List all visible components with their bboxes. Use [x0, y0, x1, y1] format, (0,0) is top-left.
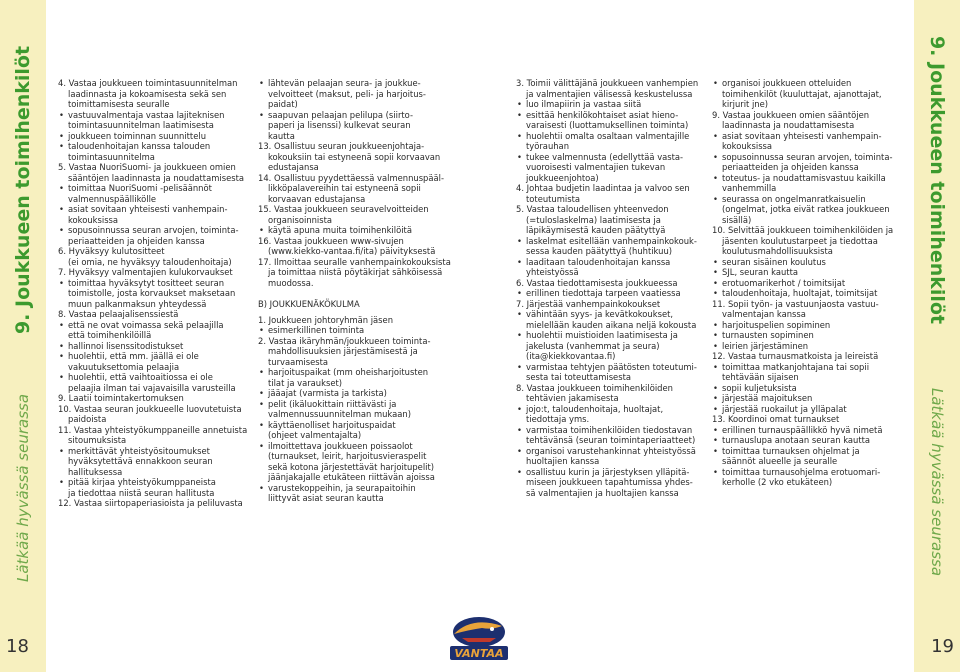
- slogan-right: Lätkää hyvässä seurassa: [928, 387, 946, 577]
- bullet-item: • vastuuvalmentaja vastaa lajiteknisen: [58, 110, 247, 121]
- bullet-item: • seuran sisäinen koulutus: [712, 257, 893, 268]
- bullet-item: • toimittaa turnausohjelma erotuomari-: [712, 467, 893, 478]
- bullet-item: • harjoituspelien sopiminen: [712, 320, 893, 331]
- text-line: sessa kauden päätyttyä (huhtikuu): [526, 246, 673, 256]
- team-logo: [442, 612, 516, 664]
- text-line: toimistolle, josta korvaukset maksetaan: [68, 288, 236, 298]
- text-column-4: [712, 78, 893, 488]
- text-line: sisällä): [722, 214, 752, 225]
- text-line: 7. Hyväksyy valmentajien kulukorvaukset: [58, 267, 233, 277]
- text-line: kokouksiin tai estyneenä sopii korvaavan: [268, 151, 441, 162]
- bullet-item: • ilmoittettava joukkueen poissaolot: [258, 441, 451, 452]
- bullet-item: • asiat sovitaan yhteisesti vanhempain-: [712, 131, 893, 142]
- text-line: 5. Vastaa NuoriSuomi- ja joukkueen omien: [58, 162, 236, 172]
- text-line: sesta tai toteuttamisesta: [526, 372, 631, 382]
- text-line: tiedottaja yms.: [526, 414, 590, 424]
- text-line: (ongelmat, jotka eivät ratkea joukkueen: [722, 204, 890, 214]
- bullet-item: • joukkueen toiminnan suunnittelu: [58, 131, 247, 142]
- text-line: koulutusmahdollisuuksista: [722, 246, 833, 256]
- text-line: 6. Hyväksyy kulutositteet: [58, 246, 165, 256]
- page-number-left: 18: [6, 636, 29, 657]
- text-line: 2. Vastaa ikäryhmän/joukkueen toiminta-: [258, 335, 431, 346]
- bullet-item: • jääajat (varmista ja tarkista): [258, 388, 451, 399]
- text-line: kerholle (2 vko etukäteen): [722, 477, 833, 487]
- text-line: 6. Vastaa tiedottamisesta joukkueessa: [516, 277, 678, 288]
- bullet-item: • hallinnoi lisenssitodistukset: [58, 341, 247, 352]
- bullet-item: • laaditaan taloudenhoitajan kanssa: [516, 257, 698, 268]
- text-line: kokouksissa: [68, 214, 119, 225]
- text-line: että toimihenkilöillä: [68, 330, 152, 340]
- bullet-item: • leirien järjestäminen: [712, 341, 893, 352]
- text-column-1: [58, 78, 247, 509]
- bullet-item: • pelit (ikäluokittain riittävästi ja: [258, 399, 451, 410]
- text-line: periaatteiden ja ohjeiden kanssa: [68, 235, 205, 246]
- bullet-item: • järjestää ruokailut ja ylläpalat: [712, 404, 893, 415]
- bullet-item: • osallistuu kurin ja järjestyksen ylläpitä-: [516, 467, 698, 478]
- text-line: (www.kiekko-vantaa.fi/ita) päivityksestä: [268, 246, 436, 256]
- text-line: paidat): [268, 99, 298, 109]
- text-line: kokouksissa: [722, 141, 773, 151]
- bullet-item: • käyttäenolliset harjoituspaidat: [258, 420, 451, 431]
- text-line: 14. Osallistuu pyydettäessä valmennuspääl-: [258, 172, 444, 183]
- bullet-item: • laskelmat esitellään vanhempainkokouk-: [516, 236, 698, 247]
- text-line: sä valmentajien ja huoltajien kanssa: [526, 487, 679, 498]
- text-line: (turnaukset, leirit, harjoitusvieraspelit: [268, 451, 427, 461]
- bullet-item: • erillinen tiedottaja tarpeen vaatiessa: [516, 288, 698, 299]
- text-line: 4. Johtaa budjetin laadintaa ja valvoo sen: [516, 183, 690, 193]
- text-line: työrauhan: [526, 141, 569, 151]
- bullet-item: • pitää kirjaa yhteistyökumppaneista: [58, 477, 247, 488]
- text-line: 4. Vastaa joukkueen toimintasuunnitelman: [58, 78, 238, 88]
- bullet-item: • esimerkillinen toiminta: [258, 325, 451, 336]
- text-line: jäsenten koulutustarpeet ja tiedottaa: [722, 235, 878, 246]
- text-line: 13. Osallistuu seuran joukkueenjohtaja-: [258, 141, 425, 151]
- text-line: ja tiedottaa niistä seuran hallitusta: [68, 487, 215, 498]
- text-line: sääntöjen laadinnasta ja noudattamisesta: [68, 172, 245, 183]
- bullet-item: • taloudenhoitajan kanssa talouden: [58, 141, 247, 152]
- bullet-item: • että ne ovat voimassa sekä pelaajilla: [58, 320, 247, 331]
- text-line: paperi ja lisenssi) kulkevat seuran: [268, 120, 411, 130]
- bullet-item: • lähtevän pelaajan seura- ja joukkue-: [258, 78, 451, 89]
- bullet-item: • saapuvan pelaajan pelilupa (siirto-: [258, 110, 451, 121]
- text-line: laadinnasta ja noudattamisesta: [722, 120, 855, 130]
- text-line: likköpalavereihin tai estyneenä sopii: [268, 183, 421, 193]
- text-line: kautta: [268, 130, 295, 141]
- text-line: jakelusta (vanhemmat ja seura): [526, 340, 660, 351]
- text-line: toteutumista: [526, 193, 581, 204]
- bullet-item: • harjoituspaikat (mm oheisharjoitusten: [258, 367, 451, 378]
- bullet-item: • asiat sovitaan yhteisesti vanhempain-: [58, 204, 247, 215]
- bullet-item: • sopusoinnussa seuran arvojen, toiminta-: [712, 152, 893, 163]
- bullet-item: • taloudenhoitaja, huoltajat, toimitsijat: [712, 288, 893, 299]
- bullet-item: • merkittävät yhteistyösitoumukset: [58, 446, 247, 457]
- text-line: 10. Selvittää joukkueen toimihenkilöiden ja: [712, 225, 894, 235]
- bullet-item: • erillinen turnauspäällikkö hyvä nimetä: [712, 425, 893, 436]
- text-line: (=tuloslaskelma) laatimisesta ja: [526, 214, 661, 225]
- text-line: muodossa.: [268, 277, 314, 288]
- text-line: liittyvät asiat seuran kautta: [268, 493, 384, 503]
- text-line: toimihenkilöt (kuuluttajat, ajanottajat,: [722, 88, 882, 99]
- text-line: kirjurit jne): [722, 99, 769, 109]
- bullet-item: • sopii kuljetuksista: [712, 383, 893, 394]
- text-line: varaisesti (luottamuksellinen toiminta): [526, 120, 689, 130]
- text-column-3: [516, 78, 698, 498]
- text-line: valmentajan kanssa: [722, 309, 806, 319]
- bullet-item: • huolehtii, että mm. jäällä ei ole: [58, 351, 247, 362]
- bullet-item: • toimittaa matkanjohtajana tai sopii: [712, 362, 893, 373]
- text-line: periaatteiden ja ohjeiden kanssa: [722, 162, 859, 172]
- text-line: vanhemmilla: [722, 183, 777, 193]
- text-line: pelaajia ilman tai vajavaisilla varusteilla: [68, 382, 236, 393]
- text-line: 12. Vastaa siirtopaperiasioista ja peliluvasta: [58, 498, 243, 508]
- text-line: turvaamisesta: [268, 356, 329, 367]
- text-line: 16. Vastaa joukkueen www-sivujen: [258, 235, 404, 246]
- text-line: vakuutuksettomia pelaajia: [68, 361, 180, 372]
- bullet-item: • toteutus- ja noudattamisvastuu kaikilla: [712, 173, 893, 184]
- text-line: 7. Järjestää vanhempainkokoukset: [516, 298, 661, 309]
- text-line: ja valmentajien välisessä keskustelussa: [526, 88, 693, 99]
- bullet-item: • järjestää majoituksen: [712, 393, 893, 404]
- left-sidebar: [0, 0, 46, 672]
- text-line: toimittamisesta seuralle: [68, 99, 170, 109]
- bullet-item: • seurassa on ongelmanratkaisuelin: [712, 194, 893, 205]
- bullet-item: • organisoi varustehankinnat yhteistyössä: [516, 446, 698, 457]
- bullet-item: • varmistaa tehtyjen päätösten toteutumi-: [516, 362, 698, 373]
- text-line: 11. Vastaa yhteistyökumppaneille annetuista: [58, 424, 248, 435]
- bullet-item: • varustekoppeihin, ja seurapaitoihin: [258, 483, 451, 494]
- bullet-item: • huolehtii omalta osaltaan valmentajille: [516, 131, 698, 142]
- text-line: 15. Vastaa joukkueen seuravelvoitteiden: [258, 204, 429, 214]
- text-line: (ohjeet valmentajalta): [268, 430, 362, 440]
- section-title-left: 9. Joukkueen toimihenkilöt: [12, 45, 34, 335]
- section-heading: B) JOUKKUENÄKÖKULMA: [258, 299, 360, 309]
- bullet-item: • huolehtii, että vaihtoaitiossa ei ole: [58, 372, 247, 383]
- bullet-item: • toimittaa turnauksen ohjelmat ja: [712, 446, 893, 457]
- text-line: tilat ja varaukset): [268, 377, 343, 388]
- text-column-2: [258, 78, 451, 504]
- bullet-item: • turnauslupa anotaan seuran kautta: [712, 435, 893, 446]
- bullet-item: • SJL, seuran kautta: [712, 267, 893, 278]
- bullet-item: • sopusoinnussa seuran arvojen, toiminta-: [58, 225, 247, 236]
- text-line: toimintasuunnitelma: [68, 151, 155, 162]
- bullet-item: • vähintään syys- ja kevätkokoukset,: [516, 309, 698, 320]
- text-line: hallituksessa: [68, 466, 123, 477]
- text-line: edustajansa: [268, 162, 319, 172]
- page-number-right: 19: [931, 636, 954, 657]
- text-line: läpikäymisestä kauden päätyttyä: [526, 225, 666, 235]
- bullet-item: • toimittaa NuoriSuomi -pelisäännöt: [58, 183, 247, 194]
- text-line: sekä kotona järjestettävät harjoitupelit): [268, 461, 435, 472]
- text-line: velvoitteet (maksut, peli- ja harjoitus-: [268, 88, 426, 99]
- text-line: säännöt alueelle ja seuralle: [722, 456, 838, 466]
- text-line: 1. Joukkueen johtoryhmän jäsen: [258, 314, 393, 325]
- text-line: 10. Vastaa seuran joukkueelle luovutetuista: [58, 403, 242, 414]
- text-line: mielellään kauden aikana neljä kokousta: [526, 319, 697, 330]
- bullet-item: • turnausten sopiminen: [712, 330, 893, 341]
- bullet-item: • toimittaa hyväksytyt tositteet seuran: [58, 278, 247, 289]
- text-line: 9. Laatii toimintakertomuksen: [58, 393, 184, 403]
- text-line: tehtävään sijaisen: [722, 372, 799, 382]
- bullet-item: • käytä apuna muita toimihenkilöitä: [258, 225, 451, 236]
- text-line: 11. Sopii työn- ja vastuunjaosta vastuu-: [712, 298, 879, 309]
- text-line: paidoista: [68, 414, 107, 424]
- text-line: joukkueenjohtoa): [526, 172, 599, 183]
- text-line: valmennussuunnitelman mukaan): [268, 409, 411, 419]
- text-line: 5. Vastaa taloudellisen yhteenvedon: [516, 204, 669, 214]
- bullet-item: • varmistaa toimihenkilöiden tiedostavan: [516, 425, 698, 436]
- text-line: laadinnasta ja kokoamisesta sekä sen: [68, 88, 227, 99]
- bullet-item: • esittää henkilökohtaiset asiat hieno-: [516, 110, 698, 121]
- bullet-item: • jojo:t, taloudenhoitaja, huoltajat,: [516, 404, 698, 415]
- text-line: tehtävien jakamisesta: [526, 393, 619, 403]
- text-line: 17. Ilmoittaa seuralle vanhempainkokouksista: [258, 256, 451, 267]
- text-line: muun palkanmaksun yhteydessä: [68, 298, 207, 309]
- right-sidebar: [914, 0, 960, 672]
- text-line: yhteistyössä: [526, 267, 579, 277]
- text-line: 8. Vastaa pelaajalisenssiestä: [58, 309, 179, 319]
- text-line: ja toimittaa niistä pöytäkirjat sähköisessä: [268, 267, 443, 277]
- text-line: korvaavan edustajansa: [268, 193, 366, 204]
- logo-wordmark: VANTAA: [454, 647, 504, 660]
- bullet-item: • luo ilmapiirin ja vastaa siitä: [516, 99, 698, 110]
- text-line: tehtävänsä (seuran toimintaperiaatteet): [526, 435, 696, 445]
- slogan-left: Lätkää hyvässä seurassa: [14, 393, 32, 583]
- text-line: vuoroisesti valmentajien tukevan: [526, 162, 666, 172]
- section-title-right: 9. Joukkueen toimihenkilöt: [926, 35, 948, 325]
- bullet-item: • tukee valmennusta (edellyttää vasta-: [516, 152, 698, 163]
- bullet-item: • erotuomarikerhot / toimitsijat: [712, 278, 893, 289]
- text-line: 3. Toimii välittäjänä joukkueen vanhempien: [516, 78, 699, 88]
- bullet-item: • huolehtii muistioiden laatimisesta ja: [516, 330, 698, 341]
- text-line: jäänjakajalle etukäteen riittävän ajoissa: [268, 472, 435, 482]
- text-line: huoltajien kanssa: [526, 456, 600, 466]
- text-line: hyväksytettävä ennakkoon seuran: [68, 456, 213, 466]
- text-line: organisoinnista: [268, 214, 333, 225]
- bullet-item: • organisoi joukkueen otteluiden: [712, 78, 893, 89]
- text-line: (ita@kiekkovantaa.fi): [526, 351, 616, 361]
- text-line: 9. Vastaa joukkueen omien sääntöjen: [712, 109, 870, 120]
- text-line: 13. Koordinoi omat turnaukset: [712, 414, 840, 424]
- text-line: toimintasuunnitelman laatimisesta: [68, 120, 214, 130]
- text-line: (ei omia, ne hyväksyy taloudenhoitaja): [68, 256, 232, 267]
- text-line: valmennuspäällikölle: [68, 193, 157, 204]
- text-line: miseen joukkueen tapahtumissa yhdes-: [526, 477, 693, 487]
- text-line: 8. Vastaa joukkueen toimihenkilöiden: [516, 382, 673, 393]
- text-line: sitoumuksista: [68, 435, 127, 445]
- text-line: 12. Vastaa turnausmatkoista ja leireistä: [712, 351, 879, 361]
- text-line: mahdollisuuksien järjestämisestä ja: [268, 346, 418, 356]
